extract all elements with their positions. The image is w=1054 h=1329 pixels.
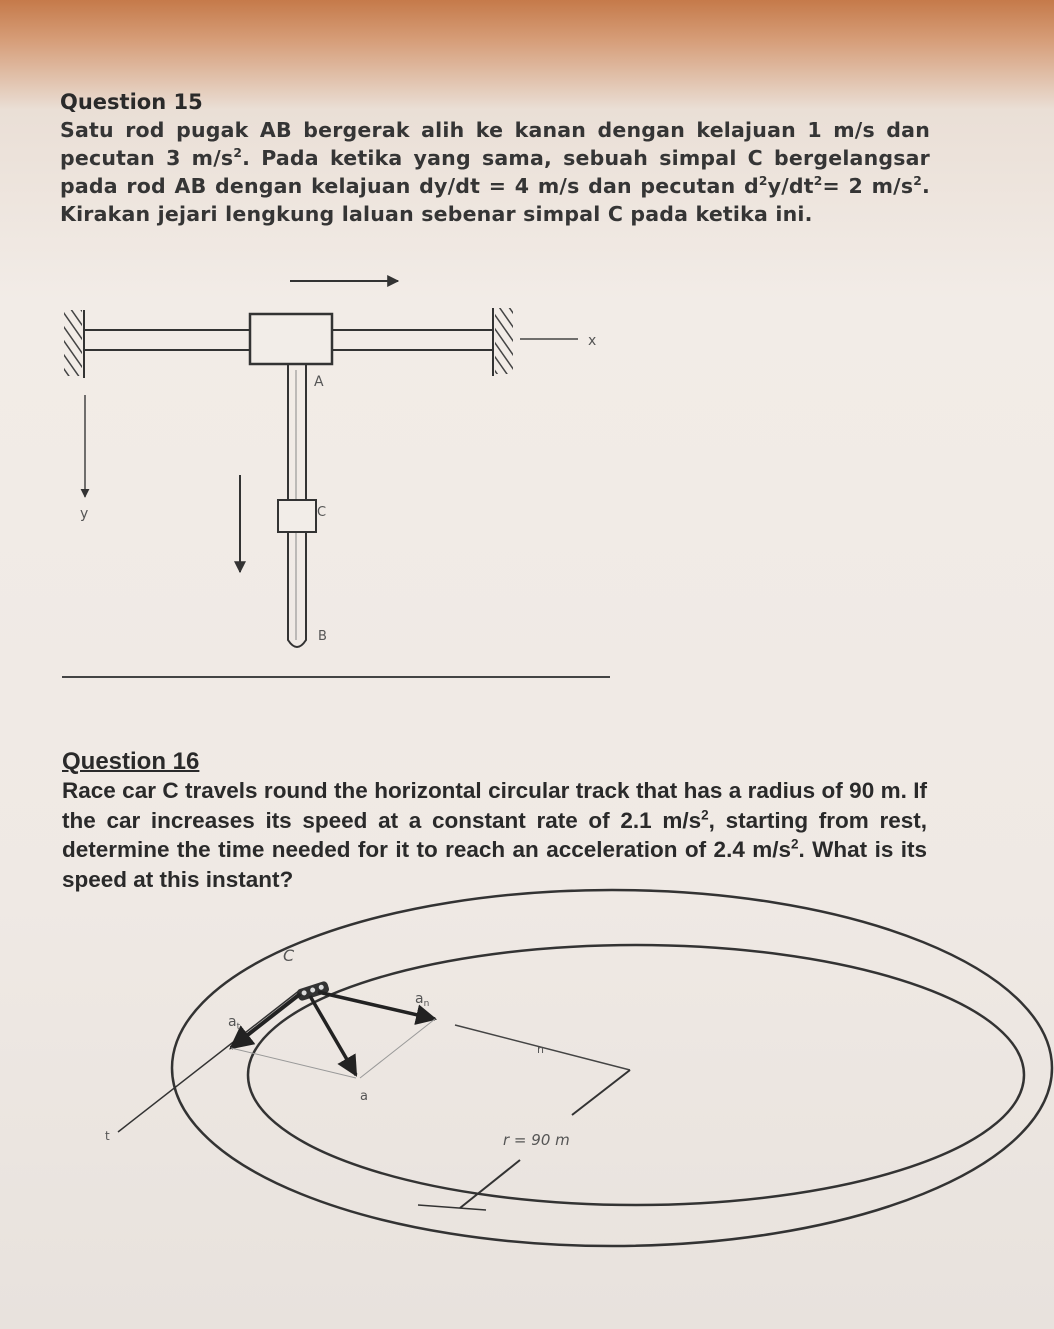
an-label: $a_n$ <box>415 991 430 1009</box>
q15-text-part-5: . Kirakan jejari lengkung laluan sebenar simpal C pada ketika ini. <box>60 174 930 226</box>
x-axis-label: x <box>588 333 597 349</box>
a-label: a <box>360 1089 368 1104</box>
radius-line <box>572 1070 630 1115</box>
q15-superscript: 2 <box>813 174 823 189</box>
at-label: $a_t$ <box>228 1014 241 1032</box>
q16-text-part-2: , starting from rest, determine the time needed for it to reach an acceleration of 2.4 m/s <box>62 807 927 862</box>
collar-c-label: C <box>317 505 327 520</box>
q15-superscript: 2 <box>913 174 922 189</box>
parallelogram-line <box>360 1019 435 1078</box>
y-axis-label: y <box>80 506 89 522</box>
q15-text-part-4: = 2 m/s <box>822 174 914 198</box>
q15-superscript: 2 <box>233 146 243 161</box>
tangent-t-label: t <box>105 1129 110 1143</box>
tangent-line <box>118 990 300 1132</box>
question-15-title: Question 15 <box>60 90 203 114</box>
start-marker <box>418 1205 486 1210</box>
q15-text-part-1: Satu rod pugak AB bergerak alih ke kanan dengan kelajuan 1 m/s dan pecutan 3 m/s <box>60 118 930 170</box>
q16-text-part-3: . What is its speed at this instant? <box>62 837 927 892</box>
track-outer-edge <box>172 890 1052 1246</box>
point-a-label: A <box>314 374 324 390</box>
radius-label: r = 90 m <box>503 1131 570 1149</box>
radius-line <box>460 1160 520 1208</box>
q16-superscript: 2 <box>791 836 799 852</box>
point-b-label: B <box>318 629 327 644</box>
q16-superscript: 2 <box>701 807 709 822</box>
q15-superscript: 2 <box>758 174 768 189</box>
question-16-title: Question 16 <box>62 748 200 775</box>
car-c-label: C <box>283 946 295 965</box>
q15-text-part-3: y/dt <box>767 174 814 198</box>
resultant-acceleration-arrow <box>310 996 356 1075</box>
normal-n-label: n <box>537 1043 544 1056</box>
q15-text-part-2: . Pada ketika yang sama, sebuah simpal C bergelangsar pada rod AB dengan kelajuan dy/dt = 4 m/s dan pecutan d <box>60 146 930 198</box>
tangential-acceleration-arrow <box>231 994 300 1048</box>
q16-text-part-1: Race car C travels round the horizontal circular track that has a radius of 90 m. If the car increases its speed at a constant rate of 2.1 m/s <box>62 778 927 833</box>
